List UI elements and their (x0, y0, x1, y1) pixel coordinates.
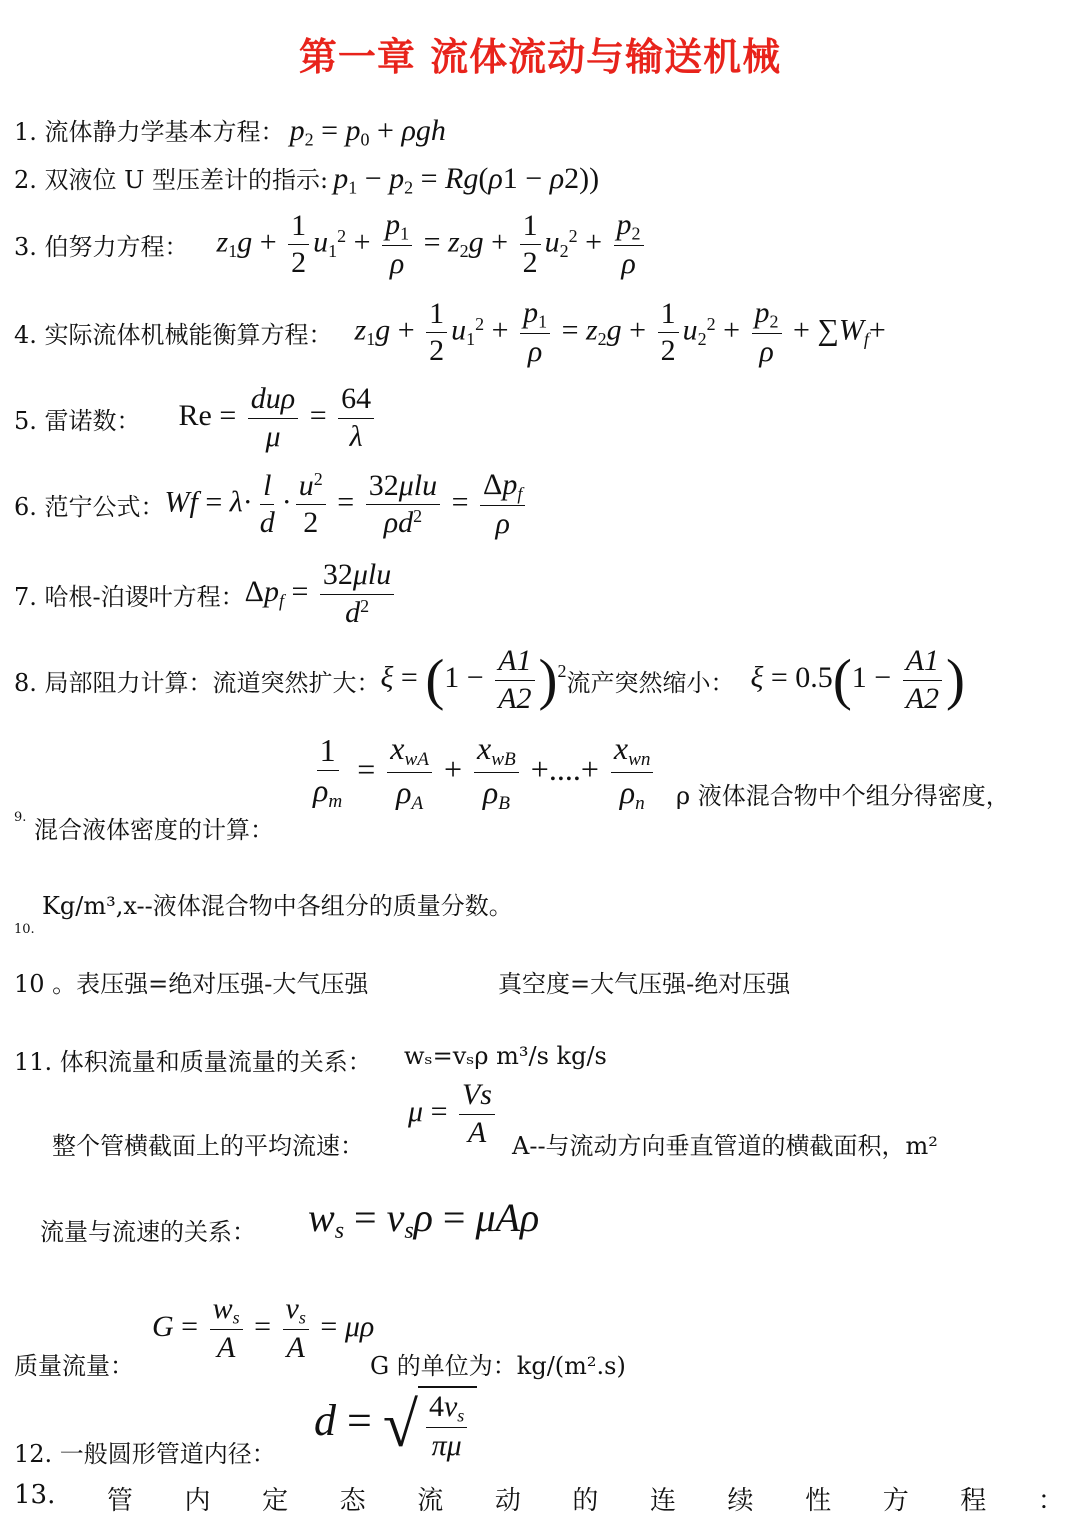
item-11-flow-label: 流量与流速的关系： (40, 1218, 256, 1246)
item-9-label: 混合液体密度的计算： (34, 816, 274, 844)
item-13-char: 连 (649, 1486, 676, 1516)
formula-hydrostatic: $p_2 = p_0 + \rho gh$ (289, 114, 446, 150)
formula-bernoulli: $z_1g$ + $\frac{1}{2}$ $u_1^2$ + $\frac{p_1}{\rho}$ = $z_2g$ + $\frac{1}{2}$ $u_2^2$ + $\frac{p_2}{\rho}$ (217, 208, 648, 282)
item-4-label: 4. 实际流体机械能衡算方程： (14, 321, 333, 350)
item-2 (14, 160, 599, 198)
formula-sudden-expansion: ξ = (1 − $\frac{A1}{A2}$ )$^2$ (380, 644, 567, 715)
item-13-char: ： (1037, 1486, 1064, 1516)
formula-u-manometer: $p_1 - p_2 = Rg(\rho 1 - \rho 2)$) (333, 162, 600, 198)
item-1-label: 1. 流体静力学基本方程： (14, 118, 285, 146)
item-8-label-contraction: 流产突然缩小： (566, 668, 735, 697)
formula-mass-flux: G = $\frac{w_s}{A}$ = $\frac{v_s}{A}$ = μρ (152, 1292, 375, 1365)
item-10-gauge-pressure: 10 。表压强=绝对压强-大气压强 (14, 970, 369, 998)
item-9-marker: 9. (14, 810, 27, 825)
item-7-label: 7. 哈根-泊谡叶方程： (14, 582, 245, 611)
item-13-char: 13. (14, 1480, 56, 1510)
item-13-char: 流 (417, 1486, 444, 1516)
formula-reynolds: Re = $\frac{\text{duρ}}{\mu}$ = $\frac{64}{\lambda}$ (179, 382, 379, 454)
item-11-g-unit: G 的单位为：kg/(m².s) (370, 1352, 626, 1380)
item-5-label: 5. 雷诺数： (14, 406, 141, 435)
item-13-char: 态 (339, 1486, 366, 1516)
item-3 (14, 208, 648, 282)
formula-sudden-contraction: ξ = 0.5(1 − $\frac{A1}{A2}$ ) (750, 644, 966, 715)
formula-energy-balance: $z_1g$ + $\frac{1}{2}$ $u_1^2$ + $\frac{p_1}{\rho}$ = $z_2g$ + $\frac{1}{2}$ $u_2^2$ + $\frac{p_2}{\rho}$ + $\sum W_f+$ (354, 296, 886, 369)
reynolds-symbol: Re (178, 398, 212, 432)
item-6 (14, 468, 529, 542)
formula-fanning: Wf = λ· $\frac{l}{d}$ · $\frac{u^2}{2}$ = $\frac{\text{32μlu}}{\rho d^2}$ = $\frac{\Delta p_f}{\rho}$ (165, 468, 530, 542)
item-9-note: ρ 液体混合物中个组分得密度， (676, 782, 1010, 810)
item-13-char: 内 (184, 1486, 211, 1516)
item-9-note-units: Kg/m³,x--液体混合物中各组分的质量分数。 (42, 892, 513, 920)
item-3-label: 3. 伯努力方程： (14, 233, 189, 262)
item-11-area-note: A--与流动方向垂直管道的横截面积，m² (512, 1132, 938, 1160)
item-10-vacuum: 真空度=大气压强-绝对压强 (498, 970, 791, 998)
formula-mean-velocity: μ = $\frac{Vs}{A}$ (408, 1078, 499, 1150)
item-4 (14, 296, 886, 370)
item-13 (14, 1480, 1064, 1517)
item-10-marker: 10. (14, 922, 35, 937)
formula-hagen-poiseuille: $\Delta p_f$ = $\frac{\text{32μlu}}{d^2}$ (245, 558, 399, 630)
formula-mixture-density: $\frac{1}{\rho_m}$ = $\frac{x_{wA}}{\rho_A}$ + $\frac{x_{wB}}{\rho_B}$ +....+ $\frac{x_{wn}}{\rho_n}$ (306, 730, 657, 815)
item-8-label: 8. 局部阻力计算：流道突然扩大： (14, 668, 381, 697)
item-2-label: 2. 双液位 U 型压差计的指示: (14, 166, 329, 194)
item-13-char: 续 (727, 1486, 754, 1516)
page-title: 第一章 流体流动与输送机械 (298, 35, 782, 79)
item-11-relation: wₛ=vₛρ m³/s kg/s (404, 1042, 607, 1070)
item-11-mass-label: 质量流量： (14, 1352, 134, 1380)
formula-flow-velocity: $w_s = v_s\rho = \mu A\rho$ (308, 1195, 540, 1245)
item-13-char: 程 (960, 1486, 987, 1516)
item-6-label: 6. 范宁公式： (14, 493, 165, 522)
item-13-char: 的 (572, 1486, 599, 1516)
item-1 (14, 112, 446, 150)
item-7 (14, 558, 398, 630)
item-13-char: 性 (805, 1486, 832, 1516)
item-5 (14, 382, 378, 454)
formula-pipe-diameter: d = √ $\frac{4v_s}{\pi\mu}$ (314, 1386, 477, 1464)
item-13-char: 动 (494, 1486, 521, 1516)
item-12-label: 12. 一般圆形管道内径： (14, 1440, 276, 1468)
item-8 (14, 644, 965, 716)
item-13-char: 管 (106, 1486, 133, 1516)
item-11-velocity-label: 整个管横截面上的平均流速： (52, 1132, 364, 1160)
item-11-label: 11. 体积流量和质量流量的关系： (14, 1048, 372, 1076)
item-13-char: 定 (262, 1486, 289, 1516)
item-13-char: 方 (882, 1486, 909, 1516)
